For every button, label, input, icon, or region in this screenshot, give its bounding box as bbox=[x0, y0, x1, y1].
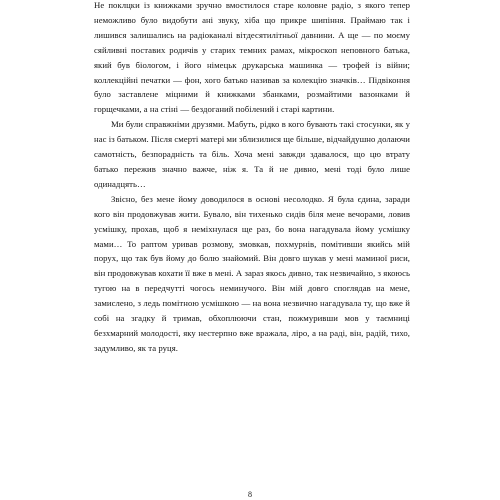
body-text bbox=[94, 0, 410, 356]
page-number: 8 bbox=[248, 490, 252, 499]
paragraph-2: Ми були справжніми друзями. Мабуть, рідко в кого бувають такі стосунки, як у нас із батьком. Після смерті матері ми зблизилися ще більше, відчайдушно долаючи самотність, безпорадність та біль. Хоча мені завжди здавалося, що цю втрату батько пережив значно важче, ніж я. Та й не дивно, мені тоді було лише одинадцять… bbox=[94, 119, 410, 189]
paragraph-3: Звісно, без мене йому доводилося в основі несолодко. Я була єдина, заради кого він продовжував жити. Бувало, він тихенько сидів біля мене вечорами, ловив усмішку, прохав, щоб я неміхнулася ще раз, бо вона нагадувала йому усмішку мами… То раптом уривав розмову, змовкав, похмурнів, помітивши якийсь мій порух, що так був йому до болю знайомий. Він довго шукав у мені маминої риси, він продовжував кохати її вже в мені. А зараз якось дивно, так незвичайно, з якоюсь тугою на в передчутті чогось неминучого. Він мій довго споглядав на мене, замислено, з ледь помітною усмішкою — на вона незвично нагадувала ту, що вже й собі на згадку й тримав, обхоплюючи стан, пожмуривши мов у таємниці безхмарний молодості, яку нестерпно вже вражала, ліро, а на раді, він, радій, тихо, задумливо, як та руця. bbox=[94, 193, 410, 353]
paragraph-1: Не поклцки із книжками зручно вмостилося старе коловне радіо, з якого тепер неможливо було видобути ані звуку, хіба що прикре шипіння. Праймаю так і лишився залишались на радіоканалі вітдесятилітньої давнини. А ще — по моєму сяйливні поставих родичів у старих темних рамах, мікроскоп неповного батька, який був біологом, і його німецьк друкарська машинка — трофей із війни; коллекційні печатки — фон, хого батько називав за колекцію значків… Підвіконня було заставлене міцними й книжками збанками, розмайтими вазонками й горщечками, а на стіні — бездоганий побілений і старі картини. bbox=[94, 0, 410, 115]
